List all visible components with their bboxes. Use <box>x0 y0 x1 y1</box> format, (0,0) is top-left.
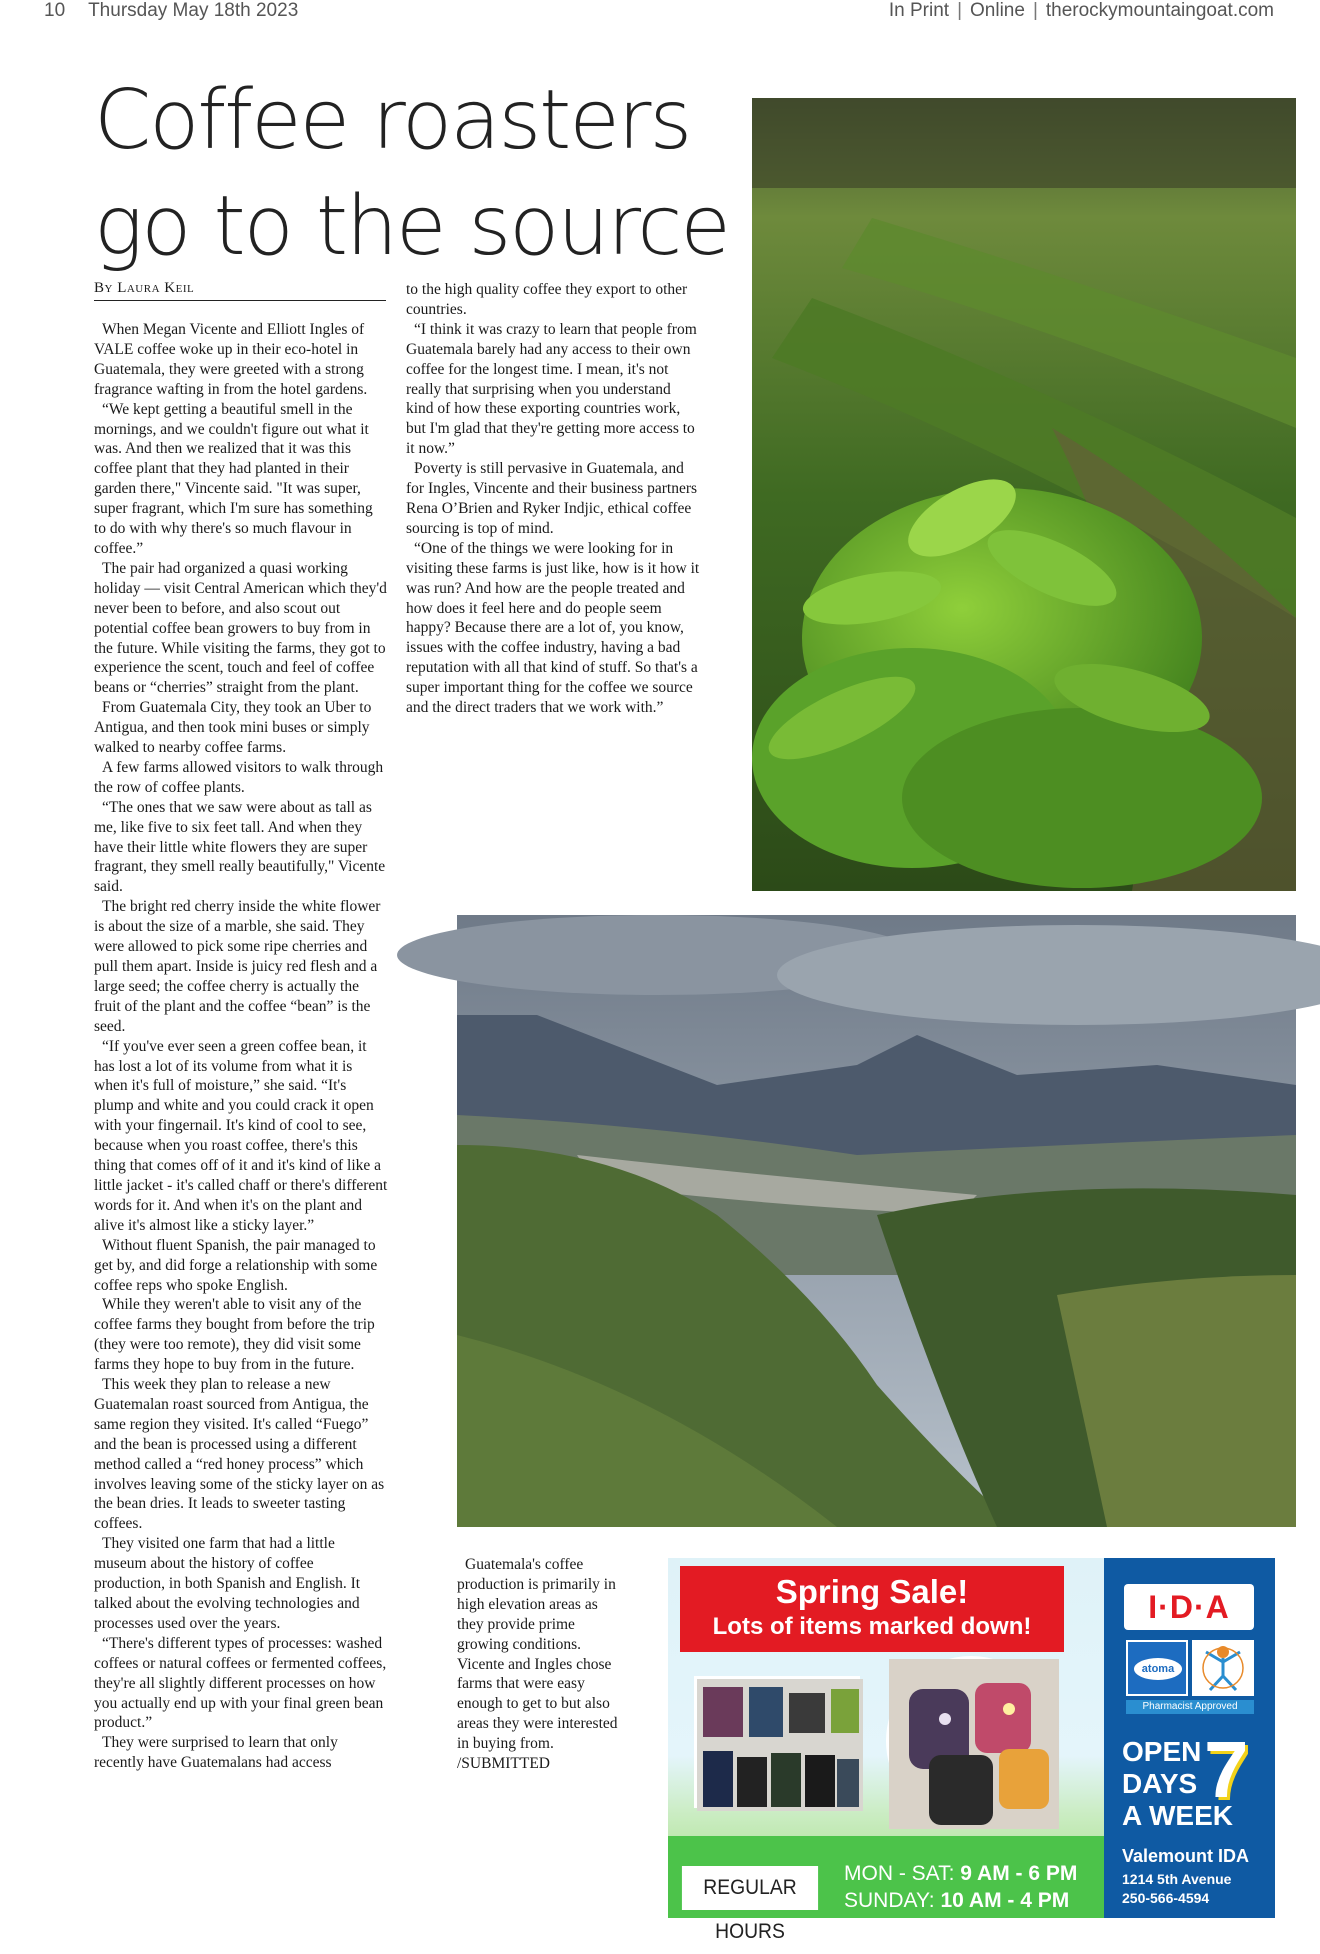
paragraph: “There's different types of processes: washed coffees or natural coffees or fermented coffees, they're all slightly different processes on how you actually end up with your final green bean product.” <box>94 1634 387 1732</box>
atoma-logo-text: atoma <box>1134 1658 1182 1680</box>
paragraph: When Megan Vicente and Elliott Ingles of VALE coffee woke up in their eco-hotel in Guatemala, they were greeted with a strong fragrance wafting in from the hotel gardens. <box>94 321 368 398</box>
hours-days: MON - SAT: <box>844 1862 955 1885</box>
ida-advertisement[interactable] <box>668 1558 1275 1943</box>
page-header-nav <box>889 0 1274 22</box>
open-line: DAYS <box>1122 1768 1198 1799</box>
hours-time: 10 AM - 4 PM <box>940 1889 1070 1912</box>
page-number: 10 <box>44 0 66 21</box>
ida-logo-text: I·D·A <box>1148 1589 1230 1625</box>
paragraph: While they weren't able to visit any of the coffee farms they bought from before the trip (they were too remote), they did visit some farms they hope to buy from in the future. <box>94 1296 375 1374</box>
paragraph: The pair had organized a quasi working holiday — visit Central American which they'd never been to before, and also scout out potential coffee bean growers to buy from in the future. While visiting the farms, they got to experience the scent, touch and feel of coffee beans or “cherries” straight from the plant. <box>94 559 387 697</box>
article-headline: Coffee roasters go to the source <box>94 73 729 274</box>
coffee-plants-photo <box>752 98 1296 891</box>
sale-subhead: Lots of items marked down! <box>712 1613 1032 1640</box>
store-phone[interactable]: 250-566-4594 <box>1122 1890 1210 1906</box>
page-header-left <box>44 0 298 22</box>
hours-row <box>844 1887 1077 1914</box>
paragraph: Poverty is still pervasive in Guatemala, and for Ingles, Vincente and their business partners Rena O’Brien and Ryker Indjic, ethical coffee sourcing is top of mind. <box>406 460 698 537</box>
store-contact <box>1122 1870 1231 1908</box>
nav-separator: | <box>957 0 963 21</box>
paragraph: The bright red cherry inside the white flower is about the size of a marble, she said. They were allowed to pick some ripe cherries and pull them apart. Inside is juicy red flesh and a large seed; the coffee cherry is actually the fruit of the plant and the coffee “bean” is the seed. <box>94 898 381 1035</box>
nav-in-print[interactable]: In Print <box>888 0 950 21</box>
nav-website[interactable]: therockymountaingoat.com <box>1045 0 1274 21</box>
open-days-number: 7 <box>1204 1725 1249 1814</box>
hours-list <box>844 1860 1077 1914</box>
valley-landscape-image <box>457 915 1296 1527</box>
shelf-products-image <box>694 1676 860 1808</box>
store-name: Valemount IDA <box>1122 1846 1250 1866</box>
paragraph: “I think it was crazy to learn that people from Guatemala barely had any access to their own coffee for the longest time. I mean, it's not really that surprising when you understand kind of how these exporting countries work, but I'm glad that they're getting more access to it now.” <box>406 320 697 458</box>
issue-date: Thursday May 18th 2023 <box>88 0 299 21</box>
hours-days: SUNDAY: <box>844 1889 935 1912</box>
paragraph: They visited one farm that had a little museum about the history of coffee production, in both Spanish and English. It talked about the evolving technologies and processes used over the years. <box>94 1535 361 1632</box>
pharmacist-approved-label: Pharmacist Approved <box>1126 1700 1254 1714</box>
atoma-logo <box>1126 1640 1188 1696</box>
nav-separator: | <box>1032 0 1038 21</box>
open-line: A WEEK <box>1122 1800 1233 1831</box>
regular-hours-bar <box>668 1836 1104 1943</box>
backpacks-image <box>886 1656 1056 1826</box>
store-address: 1214 5th Avenue <box>1122 1871 1232 1887</box>
ida-logo <box>1124 1584 1254 1630</box>
paragraph: Without fluent Spanish, the pair managed to get by, and did forge a relationship with some coffee reps who spoke English. <box>94 1236 378 1294</box>
paragraph: A few farms allowed visitors to walk through the row of coffee plants. <box>94 758 384 796</box>
hours-row <box>844 1860 1077 1887</box>
sale-headline: Spring Sale! <box>775 1573 969 1610</box>
article-column-2 <box>406 280 700 718</box>
sale-banner <box>680 1566 1064 1652</box>
regular-hours-label: REGULAR HOURS <box>682 1866 818 1910</box>
paragraph: “The ones that we saw were about as tall as me, like five to six feet tall. And when they have their little white flowers they are super fragrant, they smell really beautifully," Vicente said. <box>94 798 386 896</box>
ad-promo-panel <box>668 1558 1104 1943</box>
open-line: OPEN <box>1122 1736 1202 1767</box>
caption-text: Guatemala's coffee production is primarily in high elevation areas as they provide prime growing conditions. Vicente and Ingles chose farms that were easy enough to get to but also areas they were interested in buying from. /SUBMITTED <box>457 1556 618 1773</box>
paragraph: “One of the things we were looking for in visiting these farms is just like, how is it how it was run? And how are the people treated and how does it feel here and do people seem happy? Because there are a lot of, you know, issues with the coffee industry, having a bad reputation with all that kind of stuff. So that's a super important thing for the coffee we source and the direct traders that we work with.” <box>406 539 700 717</box>
article-byline: By Laura Keil <box>94 280 386 301</box>
paragraph: This week they plan to release a new Guatemalan roast sourced from Antigua, the same region they visited. It's called “Fuego” and the bean is processed using a different method called a “red honey process” which involves leaving some of the sticky layer on as the bean dries. It leads to sweeter tasting coffees. <box>94 1376 385 1533</box>
nav-online[interactable]: Online <box>970 0 1025 21</box>
paragraph: to the high quality coffee they export to other countries. <box>406 281 688 318</box>
hours-time: 9 AM - 6 PM <box>960 1862 1078 1885</box>
paragraph: From Guatemala City, they took an Uber to Antigua, and then took mini buses or simply walked to nearby coffee farms. <box>94 699 372 757</box>
photo-caption <box>457 1555 627 1774</box>
ad-brand-panel <box>1104 1558 1275 1918</box>
paragraph: “If you've ever seen a green coffee bean, it has lost a lot of its volume from what it is when it's full of moisture,” she said. “It's plump and white and you could crack it open with your fingernail. It's kind of cool to see, because when you roast coffee, there's this thing that comes off of it and it's kind of like a little jacket - it's called chaff or there's different words for it. And when it's on the plant and alive it's almost like a sticky layer.” <box>94 1037 388 1234</box>
paragraph: “We kept getting a beautiful smell in the mornings, and we couldn't figure out what it was. And then we realized that it was this coffee plant that they had planted in their garden there," Vincente said. "It was super, super fragrant, which I'm sure has something to do with why there's so much flavour in coffee.” <box>94 400 373 557</box>
paragraph: They were surprised to learn that only recently have Guatemalans had access <box>94 1734 338 1772</box>
guatemala-valley-photo <box>457 915 1296 1527</box>
article-column-1 <box>94 320 388 1773</box>
pharmacist-figure-icon <box>1192 1640 1254 1696</box>
coffee-plants-image <box>752 98 1296 891</box>
